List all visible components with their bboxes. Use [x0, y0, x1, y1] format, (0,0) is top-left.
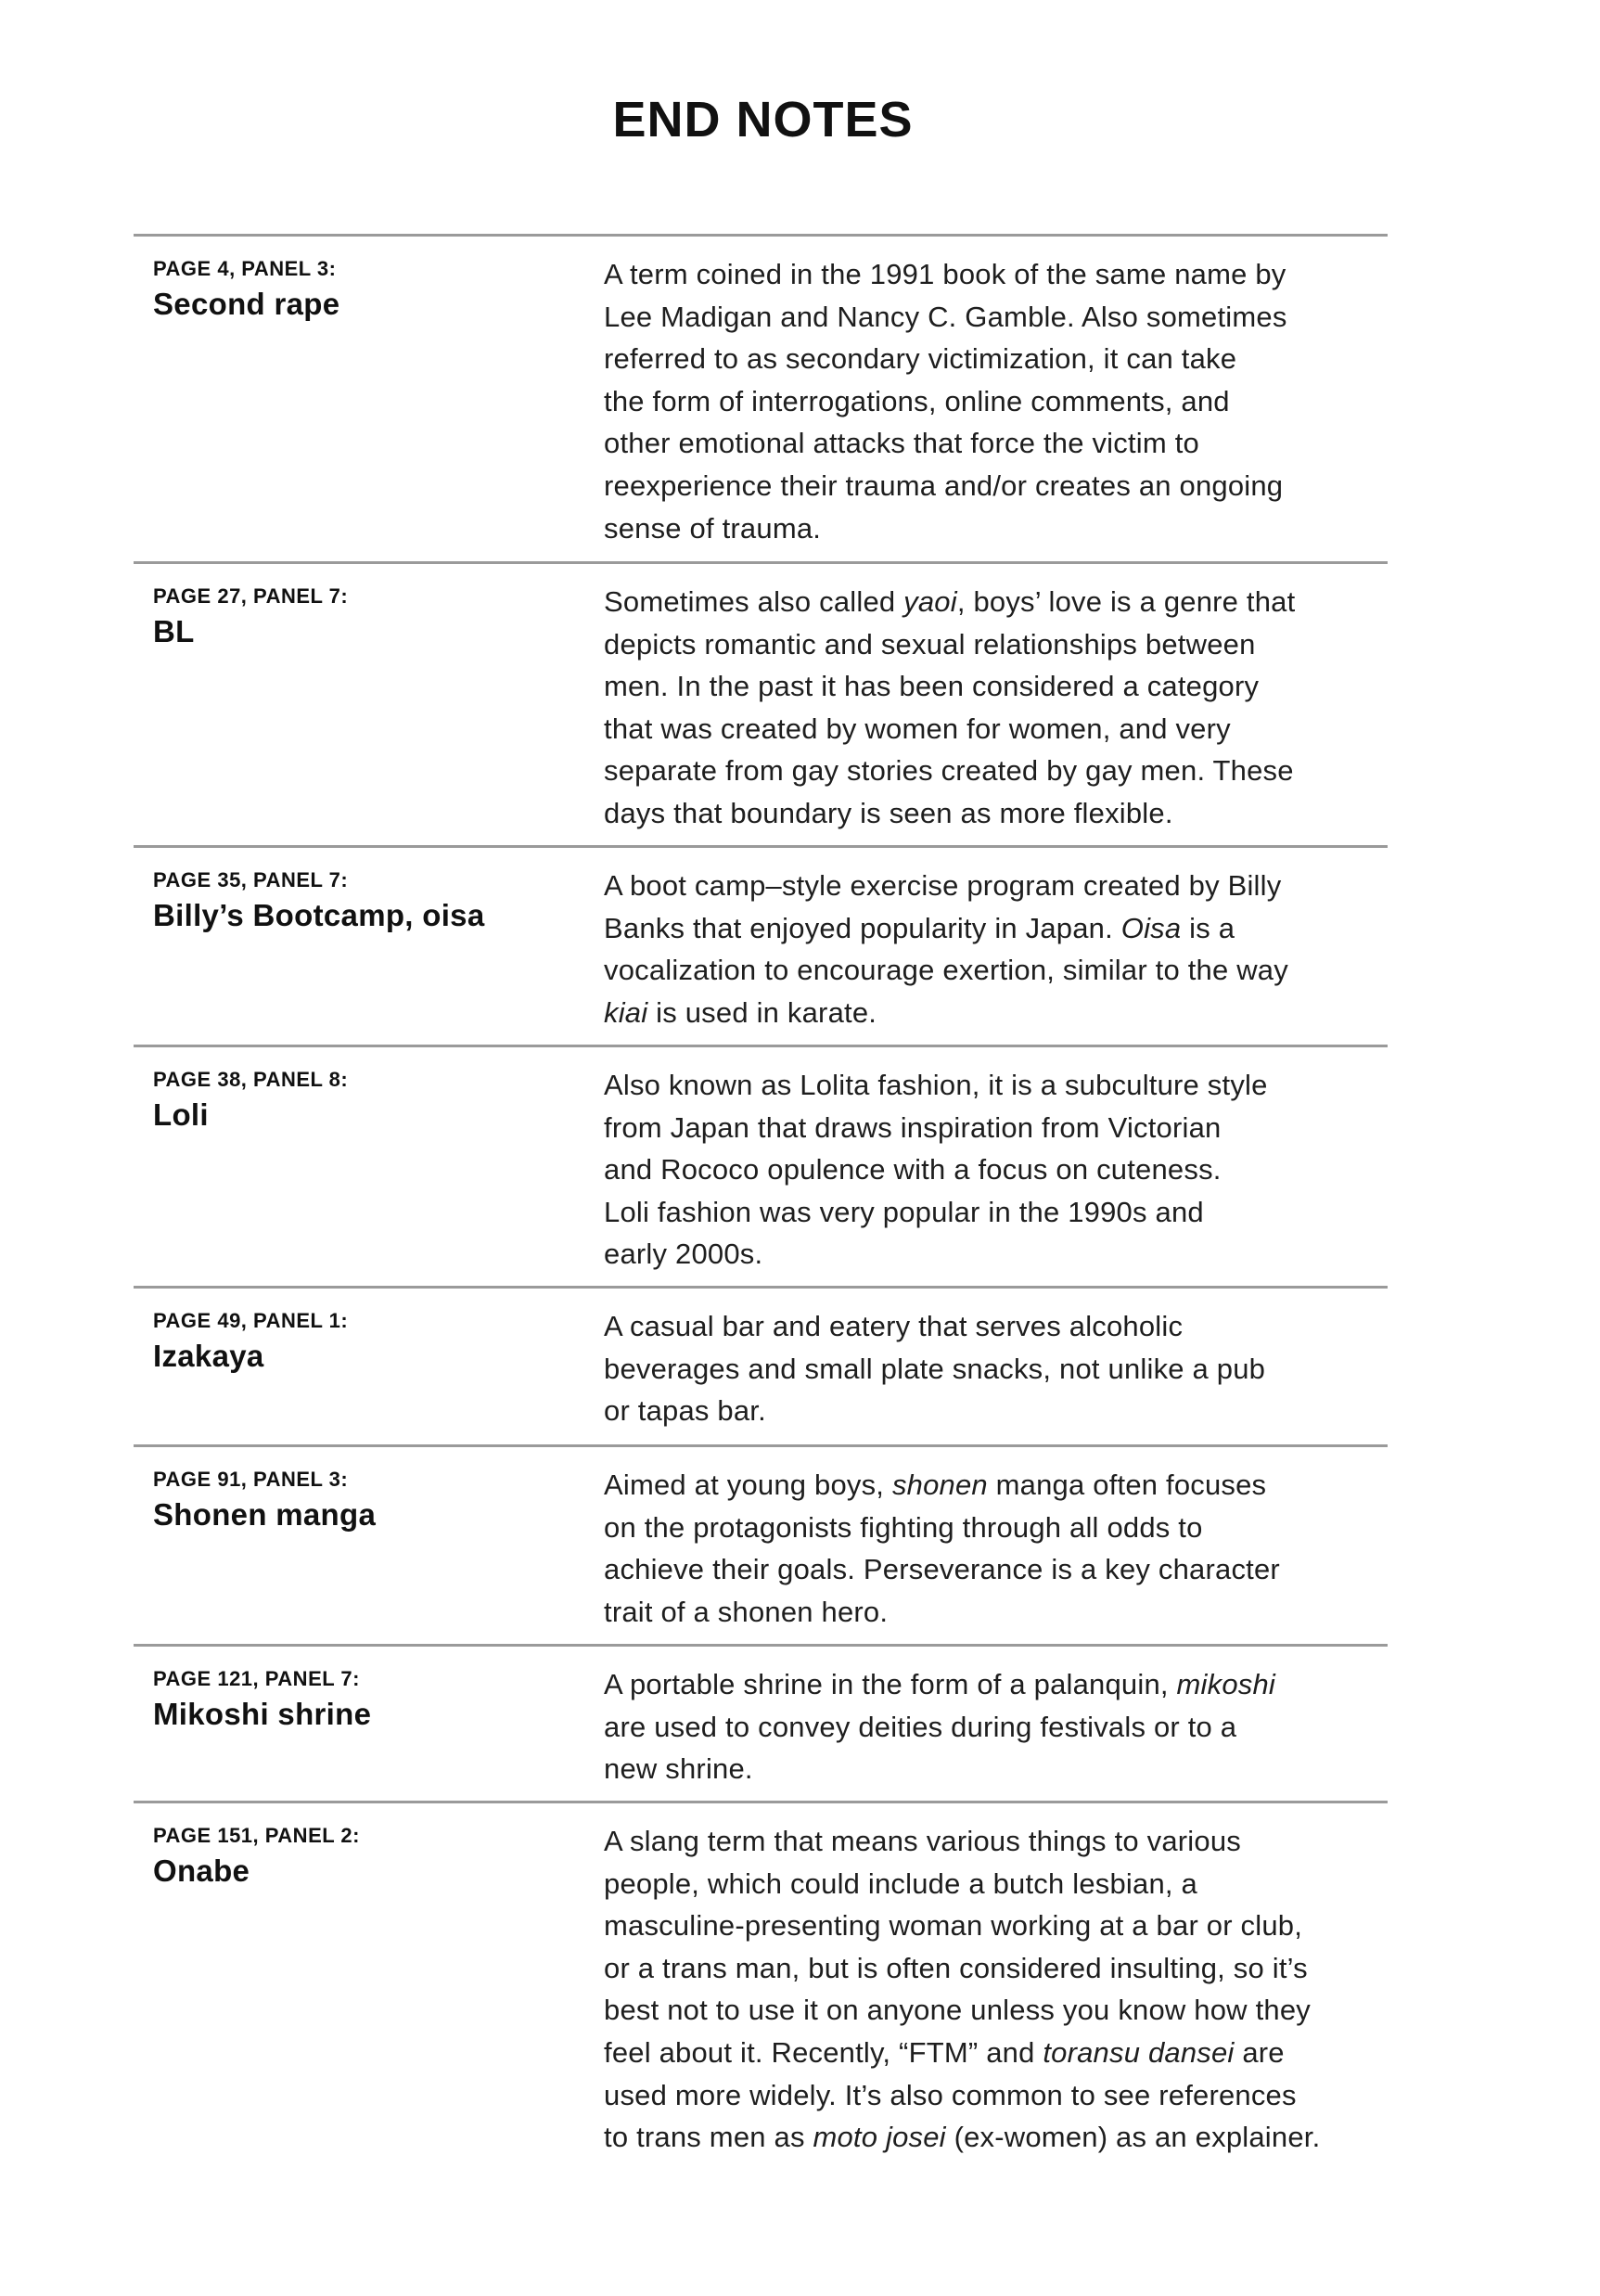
description-line	[604, 1348, 1265, 1391]
description-line	[604, 1191, 1268, 1234]
text-segment: A portable shrine in the form of a palanquin,	[604, 1668, 1177, 1700]
description-line	[604, 1548, 1280, 1591]
description-line	[604, 949, 1288, 992]
note-label	[153, 1667, 371, 1732]
note-label	[153, 257, 339, 322]
note-label	[153, 1824, 360, 1889]
text-segment: achieve their goals. Perseverance is a key character	[604, 1553, 1280, 1586]
description-line	[604, 1591, 1280, 1634]
description-line	[604, 1464, 1280, 1507]
description-line	[604, 253, 1287, 296]
text-segment: best not to use it on anyone unless you know how they	[604, 1994, 1311, 2027]
italic-term: toransu dansei	[1043, 2035, 1235, 2069]
end-notes-list	[134, 234, 1388, 2246]
description-line	[604, 1706, 1275, 1749]
end-note-row	[134, 1644, 1388, 1801]
text-segment: A casual bar and eatery that serves alcoholic	[604, 1310, 1184, 1342]
text-segment: is a	[1181, 911, 1235, 944]
description-line	[604, 1989, 1320, 2032]
text-segment: used more widely. It’s also common to see references	[604, 2078, 1297, 2111]
description-line	[604, 1390, 1265, 1432]
end-note-row	[134, 1286, 1388, 1444]
page-panel-reference: PAGE 91, PANEL 3:	[153, 1468, 349, 1491]
description-line	[604, 1305, 1265, 1348]
description-line	[604, 1947, 1320, 1990]
description-line	[604, 1148, 1268, 1191]
description-line	[604, 581, 1295, 623]
description-line	[604, 992, 1288, 1034]
text-segment: Banks that enjoyed popularity in Japan.	[604, 911, 1121, 944]
description-line	[604, 2032, 1320, 2074]
italic-term: kiai	[604, 995, 648, 1029]
end-note-row	[134, 234, 1388, 561]
text-segment: to trans men as	[604, 2121, 813, 2154]
page-panel-reference: PAGE 151, PANEL 2:	[153, 1824, 360, 1847]
note-description	[604, 1820, 1320, 2159]
text-segment: that was created by women for women, and very	[604, 712, 1231, 745]
note-description	[604, 581, 1295, 835]
page-panel-reference: PAGE 27, PANEL 7:	[153, 584, 349, 608]
description-line	[604, 338, 1287, 380]
note-term: Mikoshi shrine	[153, 1697, 372, 1731]
description-line	[604, 465, 1287, 507]
description-line	[604, 1820, 1320, 1863]
note-term: Izakaya	[153, 1339, 264, 1373]
text-segment: other emotional attacks that force the victim to	[604, 427, 1199, 460]
text-segment: vocalization to encourage exertion, similar to the way	[604, 954, 1288, 987]
note-term: Billy’s Bootcamp, oisa	[153, 898, 485, 932]
note-term: Shonen manga	[153, 1497, 377, 1532]
text-segment: Loli fashion was very popular in the 1990s and	[604, 1195, 1204, 1228]
description-line	[604, 865, 1288, 907]
description-line	[604, 1507, 1280, 1549]
description-line	[604, 1663, 1275, 1706]
text-segment: A boot camp–style exercise program created by Billy	[604, 869, 1282, 902]
text-segment: early 2000s.	[604, 1238, 763, 1271]
description-line	[604, 792, 1295, 835]
end-note-row	[134, 1801, 1388, 2246]
note-term: Second rape	[153, 287, 340, 321]
text-segment: (ex-women) as an explainer.	[945, 2121, 1321, 2154]
note-label	[153, 1068, 348, 1133]
note-label	[153, 1468, 376, 1533]
italic-term: shonen	[891, 1469, 988, 1501]
text-segment: are used to convey deities during festivals or to a	[604, 1710, 1237, 1743]
text-segment: is used in karate.	[647, 995, 877, 1029]
description-line	[604, 1863, 1320, 1905]
text-segment: people, which could include a butch lesbian, a	[604, 1866, 1197, 1900]
text-segment: feel about it. Recently, “FTM” and	[604, 2035, 1043, 2069]
note-description	[604, 1305, 1265, 1432]
end-note-row	[134, 1045, 1388, 1286]
description-line	[604, 2074, 1320, 2117]
note-term: Loli	[153, 1097, 209, 1132]
text-segment: new shrine.	[604, 1752, 753, 1786]
note-description	[604, 1663, 1275, 1790]
end-note-row	[134, 561, 1388, 845]
text-segment: trait of a shonen hero.	[604, 1595, 889, 1628]
description-line	[604, 623, 1295, 666]
text-segment: or a trans man, but is often considered insulting, so it’s	[604, 1951, 1308, 1984]
note-term: Onabe	[153, 1853, 250, 1888]
text-segment: depicts romantic and sexual relationships between	[604, 627, 1256, 661]
note-label	[153, 584, 348, 649]
text-segment: reexperience their trauma and/or creates an ongoing	[604, 468, 1284, 502]
description-line	[604, 2116, 1320, 2159]
text-segment: masculine-presenting woman working at a bar or club,	[604, 1909, 1303, 1943]
text-segment: men. In the past it has been considered a category	[604, 670, 1260, 703]
text-segment: referred to as secondary victimization, it can take	[604, 342, 1237, 376]
note-term: BL	[153, 614, 195, 648]
text-segment: separate from gay stories created by gay men. These	[604, 754, 1294, 788]
text-segment: Also known as Lolita fashion, it is a subculture style	[604, 1069, 1268, 1101]
text-segment: , boys’ love is a genre that	[956, 585, 1296, 618]
text-segment: from Japan that draws inspiration from Victorian	[604, 1110, 1222, 1144]
page-panel-reference: PAGE 4, PANEL 3:	[153, 257, 337, 280]
text-segment: Sometimes also called	[604, 585, 904, 618]
description-line	[604, 1233, 1268, 1276]
text-segment: and Rococo opulence with a focus on cuteness.	[604, 1153, 1222, 1186]
description-line	[604, 380, 1287, 423]
page-panel-reference: PAGE 49, PANEL 1:	[153, 1309, 349, 1332]
text-segment: sense of trauma.	[604, 511, 822, 545]
note-label	[153, 868, 484, 933]
page-panel-reference: PAGE 121, PANEL 7:	[153, 1667, 360, 1690]
note-description	[604, 1464, 1280, 1633]
description-line	[604, 1064, 1268, 1107]
page-title: END NOTES	[612, 92, 914, 148]
note-description	[604, 253, 1287, 549]
text-segment: days that boundary is seen as more flexible.	[604, 796, 1173, 829]
description-line	[604, 1748, 1275, 1790]
page-panel-reference: PAGE 38, PANEL 8:	[153, 1068, 349, 1091]
italic-term: Oisa	[1120, 911, 1182, 944]
note-description	[604, 1064, 1268, 1276]
text-segment: on the protagonists fighting through all odds to	[604, 1510, 1203, 1544]
description-line	[604, 1905, 1320, 1947]
description-line	[604, 422, 1287, 465]
description-line	[604, 665, 1295, 708]
description-line	[604, 1107, 1268, 1149]
italic-term: moto josei	[813, 2121, 946, 2154]
text-segment: are	[1234, 2035, 1285, 2069]
text-segment: beverages and small plate snacks, not unlike a pub	[604, 1352, 1266, 1385]
text-segment: A slang term that means various things to various	[604, 1825, 1241, 1857]
italic-term: yaoi	[903, 585, 957, 618]
description-line	[604, 708, 1295, 750]
text-segment: Aimed at young boys,	[604, 1469, 892, 1501]
text-segment: or tapas bar.	[604, 1394, 766, 1428]
text-segment: the form of interrogations, online comments, and	[604, 384, 1230, 417]
description-line	[604, 296, 1287, 339]
note-description	[604, 865, 1288, 1033]
end-note-row	[134, 845, 1388, 1045]
text-segment: manga often focuses	[987, 1469, 1267, 1501]
note-label	[153, 1309, 348, 1374]
text-segment: A term coined in the 1991 book of the same name by	[604, 258, 1286, 290]
italic-term: mikoshi	[1176, 1668, 1276, 1700]
description-line	[604, 507, 1287, 550]
description-line	[604, 907, 1288, 950]
end-note-row	[134, 1444, 1388, 1644]
description-line	[604, 750, 1295, 792]
text-segment: Lee Madigan and Nancy C. Gamble. Also sometimes	[604, 300, 1287, 333]
page-panel-reference: PAGE 35, PANEL 7:	[153, 868, 349, 891]
